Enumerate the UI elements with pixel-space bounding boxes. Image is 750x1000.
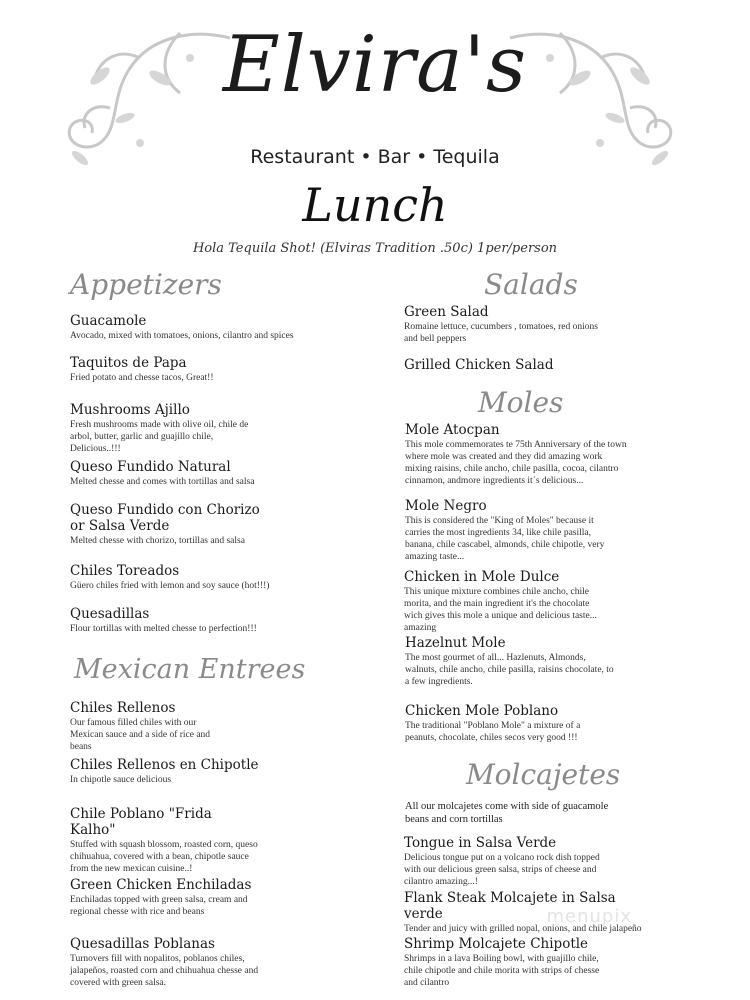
item-description: Romaine lettuce, cucumbers , tomatoes, red onions and bell peppers <box>404 322 598 345</box>
item-name: Mole Negro <box>405 498 487 514</box>
menu-item <box>70 563 370 593</box>
item-description: Fried potato and chesse tacos, Great!! <box>70 373 214 384</box>
menu-item <box>404 357 704 373</box>
item-name: Guacamole <box>70 313 147 329</box>
item-description: This unique mixture combines chile ancho, chile morita, and the main ingredient it's the chocolate wich gives this mole a unique and delicious taste... amazing <box>404 587 597 633</box>
item-description: Flour tortillas with melted chesse to perfection!!! <box>70 624 257 635</box>
menu-title: Lunch <box>302 178 448 232</box>
item-description: Melted chesse and comes with tortillas and salsa <box>70 477 255 488</box>
menu-item <box>404 936 604 990</box>
menu-item <box>70 355 370 385</box>
item-name: Chile Poblano "Frida Kalho" <box>70 806 212 839</box>
menu-item <box>70 459 370 489</box>
item-name: Taquitos de Papa <box>70 355 187 371</box>
item-description: Tender and juicy with grilled nopal, onions, and chile jalapeño <box>404 924 642 935</box>
item-description: In chipotle sauce delicious <box>70 775 172 786</box>
item-description: Turnovers fill with nopalitos, poblanos chiles, jalapeños, roasted corn and chihuahua chesse and covered with green salsa. <box>70 954 259 988</box>
molcajetes-note: All our molcajetes come with side of guacamole beans and corn tortillas <box>405 801 609 826</box>
item-name: Hazelnut Mole <box>405 635 506 651</box>
menu-item <box>70 606 370 636</box>
menu-item <box>405 703 595 745</box>
item-description: Fresh mushrooms made with olive oil, chile de arbol, butter, garlic and guajillo chile, Delicious..!!! <box>70 420 249 454</box>
menu-item <box>405 635 620 689</box>
item-description: The most gourmet of all... Hazlenuts, Almonds, walnuts, chile ancho, chile pasilla, raisins chocolate, to a few ingredients. <box>405 653 614 687</box>
item-description: Delicious tongue put on a volcano rock dish topped with our delicious green salsa, strips of cheese and cilantro amazing...! <box>404 853 600 887</box>
menu-item <box>70 757 370 787</box>
item-name: Mole Atocpan <box>405 422 500 438</box>
item-name: Shrimp Molcajete Chipotle <box>404 936 589 952</box>
item-name: Chiles Rellenos <box>70 700 176 716</box>
item-name: Mushrooms Ajillo <box>70 402 190 418</box>
item-description: This mole commemorates te 75th Anniversary of the town where mole was created and they did amazing work mixing raisins, chile ancho, chile pasilla, cocoa, cilantro cinnamon, andmore ingredients it´s delicious... <box>405 440 627 486</box>
menu-item <box>404 835 619 889</box>
restaurant-logo: Elvira's <box>222 20 528 110</box>
menu-item <box>70 936 270 990</box>
menu-item <box>405 422 630 488</box>
tequila-promo: Hola Tequila Shot! (Elviras Tradition .50c) 1per/person <box>192 241 558 256</box>
item-description: Güero chiles fried with lemon and soy sauce (hot!!!) <box>70 581 270 592</box>
item-name: Chicken in Mole Dulce <box>404 569 560 585</box>
menu-item <box>70 502 260 548</box>
item-description: Melted chesse with chorizo, tortillas and salsa <box>70 536 245 547</box>
menu-item <box>70 313 370 343</box>
appetizers-heading: Appetizers <box>70 268 222 301</box>
molcajetes-heading: Molcajetes <box>466 758 621 791</box>
item-name: Queso Fundido Natural <box>70 459 231 475</box>
menu-item <box>70 402 255 456</box>
item-name: Chiles Toreados <box>70 563 180 579</box>
item-description: Enchiladas topped with green salsa, cream and regional chesse with rice and beans <box>70 895 248 918</box>
menu-item <box>404 569 609 635</box>
item-description: The traditional "Poblano Mole" a mixture of a peanuts, chocolate, chiles secos very good !!! <box>405 721 581 744</box>
item-name: Green Salad <box>404 304 489 320</box>
restaurant-subtitle: Restaurant • Bar • Tequila <box>250 146 500 168</box>
item-name: Quesadillas <box>70 606 150 622</box>
item-description: This is considered the "King of Moles" because it carries the most ingredients 34, like chile pasilla, banana, chile cascabel, almonds, chile chipotle, very amazing taste... <box>405 516 605 562</box>
mexican-entrees-heading: Mexican Entrees <box>74 654 306 685</box>
menu-item <box>404 304 604 346</box>
item-name: Grilled Chicken Salad <box>404 357 554 373</box>
item-description: Avocado, mixed with tomatoes, onions, cilantro and spices <box>70 331 294 342</box>
item-description: Shrimps in a lava Boiling bowl, with guajillo chile, chile chipotle and chile morita with strips of chesse and cilantro <box>404 954 600 988</box>
item-name: Chicken Mole Poblano <box>405 703 559 719</box>
item-name: Tongue in Salsa Verde <box>404 835 557 851</box>
menupix-watermark: menupix <box>546 906 632 927</box>
menu-item <box>70 806 260 876</box>
item-name: Quesadillas Poblanas <box>70 936 215 952</box>
menu-item <box>405 498 620 564</box>
item-name: Queso Fundido con Chorizo or Salsa Verde <box>70 502 260 535</box>
item-name: Flank Steak Molcajete in Salsa verde <box>404 890 616 923</box>
item-description: Stuffed with squash blossom, roasted corn, queso chihuahua, covered with a bean, chipotle sauce from the new mexican cuisine..! <box>70 840 258 875</box>
item-description: Our famous filled chiles with our Mexican sauce and a side of rice and beans <box>70 718 211 752</box>
item-name: Chiles Rellenos en Chipotle <box>70 757 259 773</box>
menu-item <box>70 700 230 754</box>
menu-item <box>70 877 260 919</box>
moles-heading: Moles <box>478 386 564 419</box>
salads-heading: Salads <box>484 268 578 301</box>
item-name: Green Chicken Enchiladas <box>70 877 252 893</box>
